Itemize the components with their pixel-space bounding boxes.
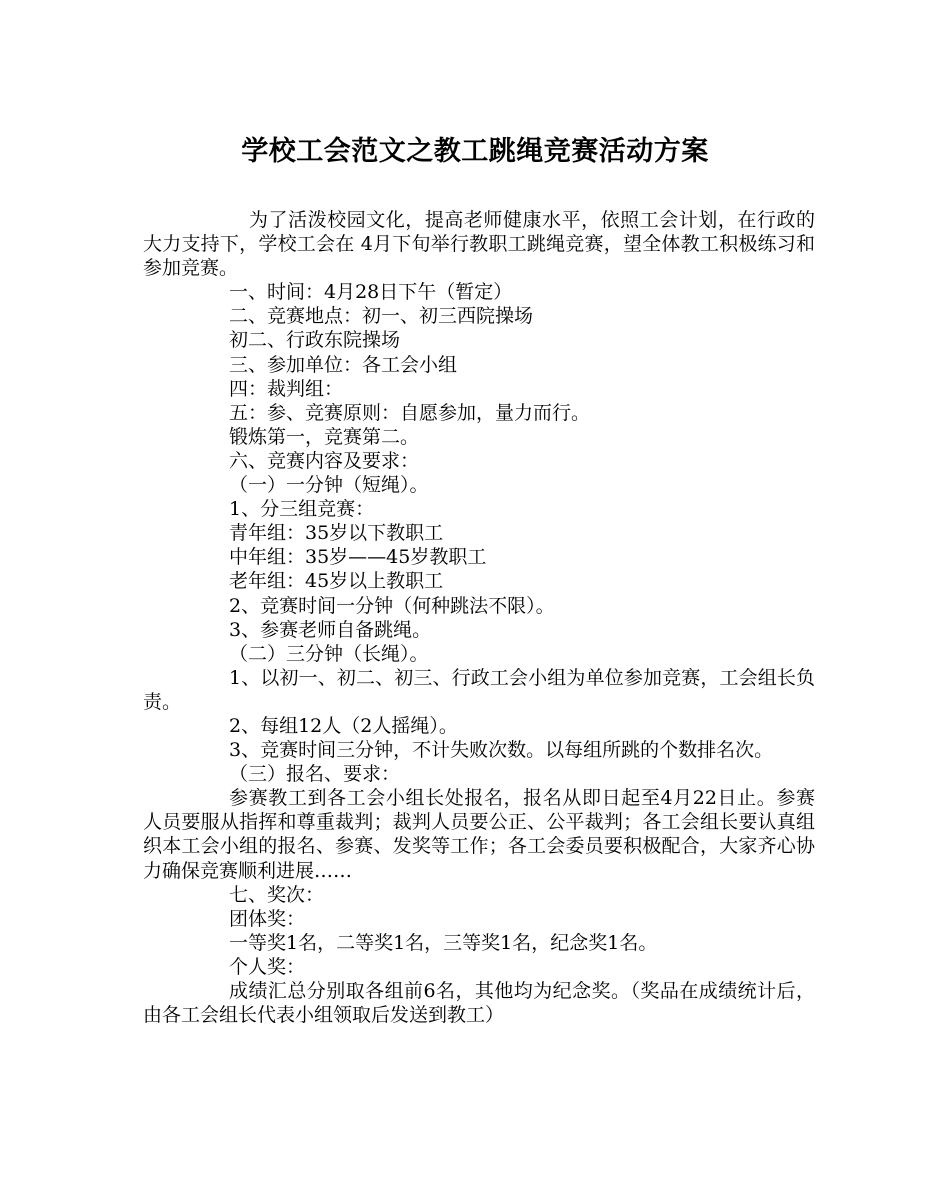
paragraph: 青年组：35岁以下教职工: [229, 522, 444, 545]
paragraph: 三、参加单位：各工会小组: [229, 353, 458, 376]
paragraph: 一等奖1名，二等奖1名，三等奖1名，纪念奖1名。: [229, 931, 658, 954]
paragraph: 六、竞赛内容及要求：: [229, 449, 420, 472]
paragraph: 二、竞赛地点：初一、初三西院操场: [229, 305, 534, 328]
paragraph: 团体奖：: [229, 907, 306, 930]
paragraph: 一、时间：4月28日下午（暂定）: [229, 281, 513, 304]
paragraph: 参赛教工到各工会小组长处报名，报名从即日起至4月22日止。参赛人员要服从指挥和尊重裁判；裁判人员要公正、公平裁判；各工会组长要认真组织本工会小组的报名、参赛、发奖等工作；各工会委员要积极配合，大家齐心协力确保竞赛顺利进展……: [143, 787, 815, 882]
paragraph: （一）一分钟（短绳）。: [229, 474, 429, 497]
paragraph: 七、奖次：: [229, 883, 325, 906]
paragraph: 初二、行政东院操场: [229, 329, 401, 352]
paragraph: 中年组：35岁——45岁教职工: [229, 546, 487, 569]
document-body: [143, 208, 815, 1027]
paragraph: （二）三分钟（长绳）。: [229, 642, 429, 665]
document-title: 学校工会范文之教工跳绳竞赛活动方案: [241, 136, 709, 167]
paragraph: 3、竞赛时间三分钟，不计失败次数。以每组所跳的个数排名次。: [229, 739, 774, 762]
paragraph: 四：裁判组：: [229, 377, 344, 400]
paragraph: 为了活泼校园文化，提高老师健康水平，依照工会计划，在行政的大力支持下，学校工会在 4月下旬举行教职工跳绳竞赛，望全体教工积极练习和参加竞赛。: [143, 209, 815, 280]
paragraph: 锻炼第一，竞赛第二。: [229, 425, 420, 448]
paragraph: 老年组：45岁以上教职工: [229, 570, 444, 593]
paragraph: 1、以初一、初二、初三、行政工会小组为单位参加竞赛，工会组长负责。: [143, 666, 815, 713]
paragraph: 五：参、竞赛原则：自愿参加，量力而行。: [229, 401, 591, 424]
paragraph: 2、竞赛时间一分钟（何种跳法不限）。: [229, 594, 555, 617]
paragraph: 个人奖：: [229, 955, 306, 978]
paragraph: 2、每组12人（2人摇绳）。: [229, 714, 458, 737]
paragraph: 成绩汇总分别取各组前6名，其他均为纪念奖。（奖品在成绩统计后，由各工会组长代表小组领取后发送到教工）: [143, 980, 815, 1027]
paragraph: 3、参赛老师自备跳绳。: [229, 618, 432, 641]
paragraph: （三）报名、要求：: [229, 763, 401, 786]
paragraph: 1、分三组竞赛：: [229, 498, 375, 521]
